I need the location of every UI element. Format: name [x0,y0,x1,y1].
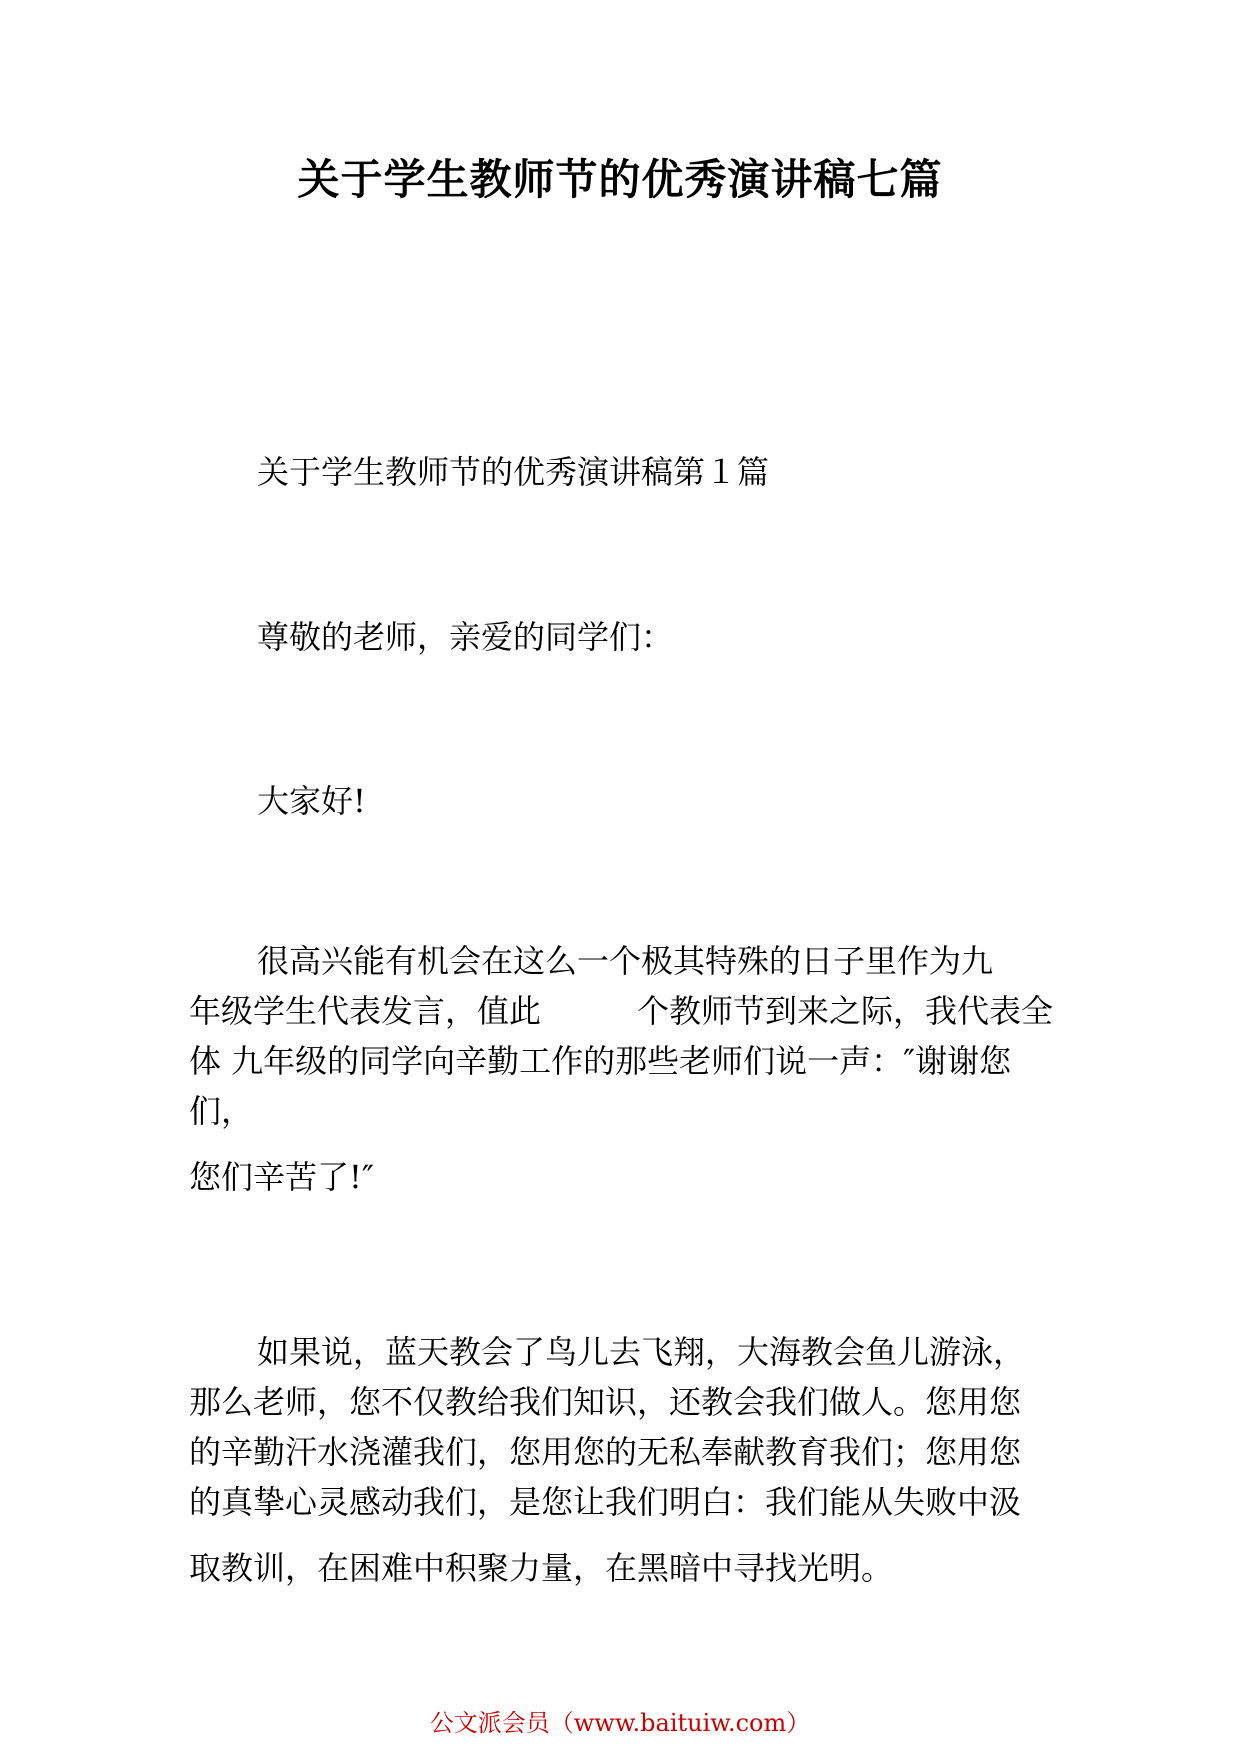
paragraph-2 [189,1327,1069,1593]
paragraph-1-line: 们， [189,1092,254,1130]
greeting: 大家好! [257,782,366,820]
document-title: 关于学生教师节的优秀演讲稿七篇 [297,155,943,204]
footer-watermark-link[interactable]: 公文派会员（www.baituiw.com） [429,1709,811,1737]
section-heading: 关于学生教师节的优秀演讲稿第１篇 [257,453,770,491]
salutation: 尊敬的老师，亲爱的同学们： [257,618,674,656]
paragraph-1-line: 您们辛苦了!″ [189,1158,374,1196]
paragraph-1-line: 体 九年级的同学向辛勤工作的那些老师们说一声：″谢谢您 [189,1042,1012,1080]
paragraph-1 [189,936,1069,1202]
paragraph-2-line: 的真挚心灵感动我们，是您让我们明白：我们能从失败中汲 [189,1483,1022,1521]
paragraph-2-line: 如果说，蓝天教会了鸟儿去飞翔，大海教会鱼儿游泳， [257,1333,1026,1371]
paragraph-1-line: 年级学生代表发言，值此 个教师节到来之际，我代表全 [189,992,1054,1030]
paragraph-2-line: 取教训，在困难中积聚力量，在黑暗中寻找光明。 [189,1549,894,1587]
paragraph-2-line: 的辛勤汗水浇灌我们，您用您的无私奉献教育我们；您用您 [189,1433,1022,1471]
paragraph-2-line: 那么老师，您不仅教给我们知识，还教会我们做人。您用您 [189,1383,1022,1421]
paragraph-1-line: 很高兴能有机会在这么一个极其特殊的日子里作为九 [257,942,994,980]
